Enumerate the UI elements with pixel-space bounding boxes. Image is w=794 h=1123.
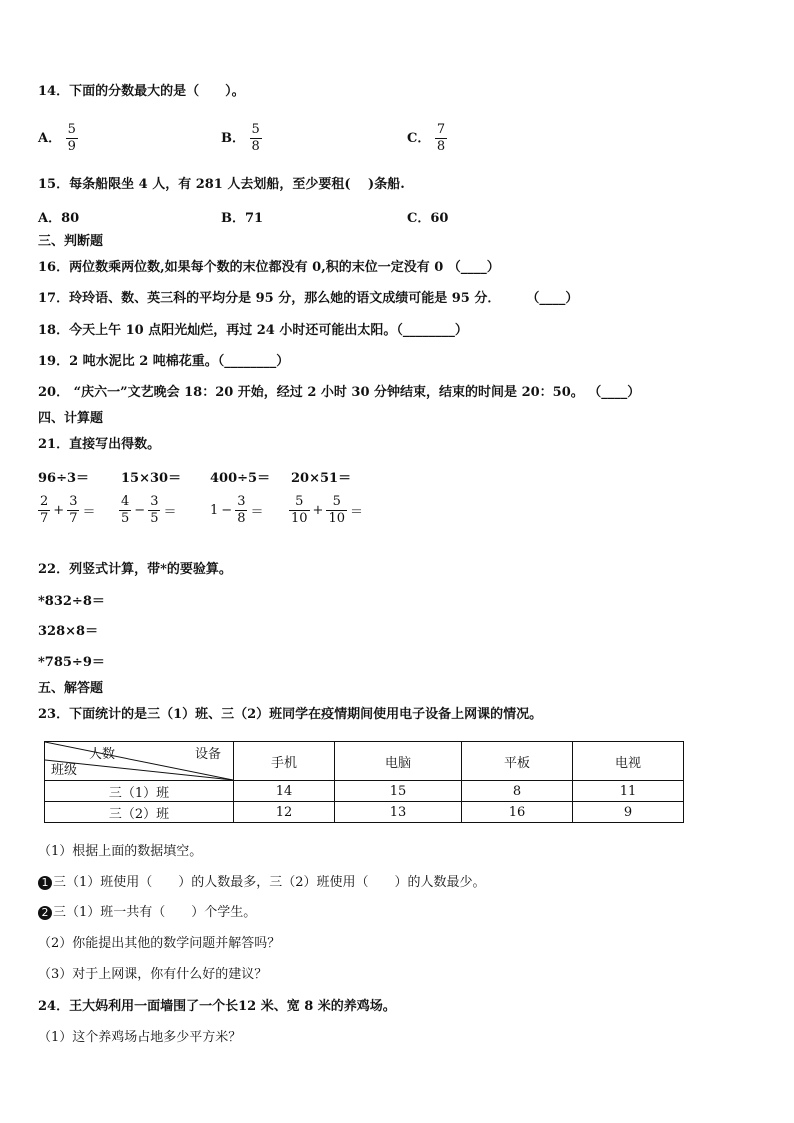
equals: ＝ bbox=[350, 505, 364, 520]
q15-option-a: A．80 bbox=[38, 211, 80, 226]
table-cell: 9 bbox=[573, 802, 684, 823]
table-header-row bbox=[45, 742, 684, 781]
q15-stem: 15．每条船限坐 4 人，有 281 人去划船，至少要租( )条船. bbox=[38, 177, 405, 192]
fraction bbox=[326, 494, 347, 527]
q14-option-c bbox=[407, 122, 447, 155]
q18: 18．今天上午 10 点阳光灿烂，再过 24 小时还可能出太阳。（________） bbox=[38, 323, 468, 338]
fraction bbox=[67, 494, 79, 527]
section-heading-solutions: 五、解答题 bbox=[38, 681, 104, 696]
q23-stem: 23．下面统计的是三（1）班、三（2）班同学在疫情期间使用电子设备上网课的情况。 bbox=[38, 707, 543, 722]
q21-expr-4: 20×51＝ bbox=[291, 471, 352, 486]
q22-item-3: *785÷9＝ bbox=[38, 655, 105, 670]
numerator: 3 bbox=[237, 494, 246, 509]
q14-stem: 14．下面的分数最大的是（ ）。 bbox=[38, 84, 245, 99]
table-cell: 8 bbox=[462, 781, 573, 802]
header-people-label: 人数 bbox=[89, 747, 116, 762]
q20: 20． “庆六一”文艺晚会 18：20 开始，经过 2 小时 30 分钟结束，结束的时间是 20：50。 （____） bbox=[38, 385, 641, 400]
numerator: 5 bbox=[332, 494, 341, 509]
q15-option-b: B．71 bbox=[221, 211, 264, 226]
fraction bbox=[66, 122, 78, 155]
item-text: 三（1）班一共有（ ）个学生。 bbox=[53, 905, 257, 920]
option-label: A． bbox=[38, 131, 62, 146]
option-label: B． bbox=[221, 131, 245, 146]
fraction bbox=[435, 122, 447, 155]
q23-data-table bbox=[44, 741, 684, 823]
fraction bbox=[119, 494, 131, 527]
q14-option-a bbox=[38, 122, 78, 155]
equals: ＝ bbox=[250, 505, 264, 520]
row-label: 三（1）班 bbox=[45, 781, 234, 802]
operator: + bbox=[53, 503, 65, 518]
table-cell: 15 bbox=[335, 781, 462, 802]
q15-option-c: C．60 bbox=[407, 211, 449, 226]
table-row bbox=[45, 802, 684, 823]
denominator: 7 bbox=[40, 511, 49, 526]
fraction bbox=[235, 494, 247, 527]
item-text: 三（1）班使用（ ）的人数最多，三（2）班使用（ ）的人数最少。 bbox=[53, 875, 486, 890]
q21-fraction-expr-4 bbox=[289, 494, 366, 527]
table-cell: 11 bbox=[573, 781, 684, 802]
q21-expr-1: 96÷3＝ bbox=[38, 471, 90, 486]
denominator: 5 bbox=[121, 511, 130, 526]
fraction bbox=[250, 122, 262, 155]
fraction bbox=[38, 494, 50, 527]
fraction bbox=[148, 494, 160, 527]
denominator: 5 bbox=[150, 511, 159, 526]
q23-part-1: （1）根据上面的数据填空。 bbox=[38, 844, 203, 859]
numerator: 3 bbox=[150, 494, 159, 509]
q23-part-3: （3）对于上网课，你有什么好的建议？ bbox=[38, 967, 268, 982]
q14-option-b bbox=[221, 122, 262, 155]
fraction bbox=[289, 494, 310, 527]
section-heading-judgment: 三、判断题 bbox=[38, 234, 104, 249]
q22-item-2: 328×8＝ bbox=[38, 624, 99, 639]
numerator: 3 bbox=[69, 494, 78, 509]
table-cell: 16 bbox=[462, 802, 573, 823]
equals: ＝ bbox=[163, 505, 177, 520]
numerator: 5 bbox=[251, 122, 260, 137]
table-cell: 12 bbox=[234, 802, 335, 823]
denominator: 9 bbox=[67, 139, 76, 154]
q22-stem: 22．列竖式计算，带*的要验算。 bbox=[38, 562, 232, 577]
q21-expr-2: 15×30＝ bbox=[121, 471, 182, 486]
column-header: 电脑 bbox=[335, 742, 462, 781]
header-device-label: 设备 bbox=[194, 747, 221, 762]
denominator: 7 bbox=[69, 511, 78, 526]
q21-fraction-expr-3 bbox=[210, 494, 266, 527]
section-heading-calculation: 四、计算题 bbox=[38, 411, 104, 426]
column-header: 平板 bbox=[462, 742, 573, 781]
table-row bbox=[45, 781, 684, 802]
table-cell: 13 bbox=[335, 802, 462, 823]
numerator: 2 bbox=[40, 494, 49, 509]
column-header: 手机 bbox=[234, 742, 335, 781]
circled-number-icon: 2 bbox=[38, 906, 52, 920]
numerator: 5 bbox=[295, 494, 304, 509]
whole-number: 1 bbox=[210, 503, 219, 518]
denominator: 8 bbox=[237, 511, 246, 526]
table-cell: 14 bbox=[234, 781, 335, 802]
circled-number-icon: 1 bbox=[38, 876, 52, 890]
denominator: 8 bbox=[436, 139, 446, 154]
denominator: 8 bbox=[251, 139, 260, 154]
q23-part-2: （2）你能提出其他的数学问题并解答吗？ bbox=[38, 936, 281, 951]
diagonal-header-cell bbox=[45, 742, 234, 781]
q21-fraction-expr-2 bbox=[119, 494, 179, 527]
header-class-label: 班级 bbox=[51, 763, 78, 778]
q22-item-1: *832÷8＝ bbox=[38, 594, 105, 609]
operator: + bbox=[312, 503, 324, 518]
option-label: C． bbox=[407, 131, 431, 146]
equals: ＝ bbox=[82, 505, 96, 520]
q21-stem: 21．直接写出得数。 bbox=[38, 437, 161, 452]
denominator: 10 bbox=[291, 511, 308, 526]
numerator: 5 bbox=[67, 122, 76, 137]
numerator: 7 bbox=[436, 122, 446, 137]
q21-fraction-expr-1 bbox=[38, 494, 98, 527]
column-header: 电视 bbox=[573, 742, 684, 781]
row-label: 三（2）班 bbox=[45, 802, 234, 823]
q23-part-1-item-1 bbox=[38, 874, 486, 892]
q19: 19．2 吨水泥比 2 吨棉花重。（________） bbox=[38, 354, 290, 369]
q23-part-1-item-2 bbox=[38, 904, 256, 922]
denominator: 10 bbox=[328, 511, 345, 526]
q21-expr-3: 400÷5＝ bbox=[210, 471, 271, 486]
q24-part-1: （1）这个养鸡场占地多少平方米？ bbox=[38, 1030, 242, 1045]
operator: − bbox=[134, 503, 146, 518]
q16: 16．两位数乘两位数,如果每个数的末位都没有 0,积的末位一定没有 0 （____） bbox=[38, 260, 500, 275]
operator: − bbox=[221, 503, 233, 518]
q24-stem: 24．王大妈利用一面墙围了一个长12 米、宽 8 米的养鸡场。 bbox=[38, 999, 396, 1014]
numerator: 4 bbox=[121, 494, 130, 509]
q17: 17．玲玲语、数、英三科的平均分是 95 分，那么她的语文成绩可能是 95 分． （____） bbox=[38, 291, 579, 306]
